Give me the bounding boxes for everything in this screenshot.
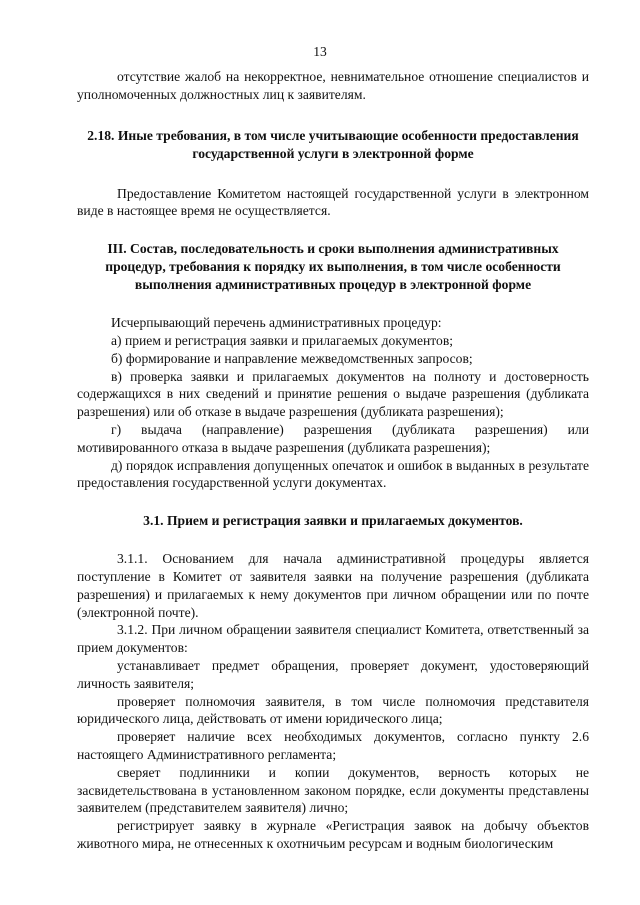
duty-item: устанавливает предмет обращения, проверяет документ, удостоверяющий личность заявителя;: [77, 657, 589, 691]
chapter-heading-iii: III. Состав, последовательность и сроки выполнения административных процедур, требования к порядку их выполнения, в том числе особенности выполнения административных процедур в электронной форме: [105, 241, 561, 293]
paragraph-electronic-form: Предоставление Комитетом настоящей государственной услуги в электронном виде в настоящее время не осуществляется.: [77, 185, 589, 219]
paragraph-3-1-1: 3.1.1. Основанием для начала административной процедуры является поступление в Комитет от заявителя заявки на получение разрешения (дубликата разрешения) и прилагаемых к нему документов при личном обращении или по почте (электронной почте).: [77, 551, 589, 620]
duty-item: регистрирует заявку в журнале «Регистрация заявок на добычу объектов животного мира, не отнесенных к охотничьим ресурсам и водным биологическим: [77, 818, 589, 851]
page-number: 13: [313, 44, 327, 59]
list-item: б) формирование и направление межведомственных запросов;: [111, 350, 473, 366]
duty-item: проверяет полномочия заявителя, в том числе полномочия представителя юридического лица, действовать от имени юридического лица;: [77, 693, 589, 727]
list-item: а) прием и регистрация заявки и прилагаемых документов;: [111, 332, 454, 348]
list-item: г) выдача (направление) разрешения (дубликата разрешения) или мотивированного отказа в выдаче разрешения (дубликата разрешения);: [77, 421, 589, 455]
paragraph-3-1-2: 3.1.2. При личном обращении заявителя специалист Комитета, ответственный за прием документов:: [77, 622, 589, 656]
duty-item: сверяет подлинники и копии документов, верность которых не засвидетельствована в установленном законом порядке, если документы представлены заявителем (представителем заявителя) лично;: [77, 764, 589, 816]
paragraph-complaints: отсутствие жалоб на некорректное, невнимательное отношение специалистов и уполномоченных должностных лиц к заявителям.: [77, 69, 589, 102]
list-item: в) проверка заявки и прилагаемых документов на полноту и достоверность содержащихся в них сведений и принятие решения о выдаче разрешения (дубликата разрешения) или об отказе в выдаче разрешения (дубликата разрешения);: [77, 368, 589, 420]
duty-item: проверяет наличие всех необходимых документов, согласно пункту 2.6 настоящего Административного регламента;: [77, 729, 589, 762]
list-item: д) порядок исправления допущенных опечаток и ошибок в выданных в результате предоставления государственной услуги документах.: [77, 457, 589, 491]
procedures-list: [77, 314, 589, 492]
section-heading-2-18: 2.18. Иные требования, в том числе учитывающие особенности предоставления государственной услуги в электронной форме: [87, 127, 579, 161]
section-heading-3-1: 3.1. Прием и регистрация заявки и прилагаемых документов.: [143, 513, 523, 529]
document-body: [77, 68, 589, 853]
list-intro: Исчерпывающий перечень административных процедур:: [111, 315, 442, 331]
